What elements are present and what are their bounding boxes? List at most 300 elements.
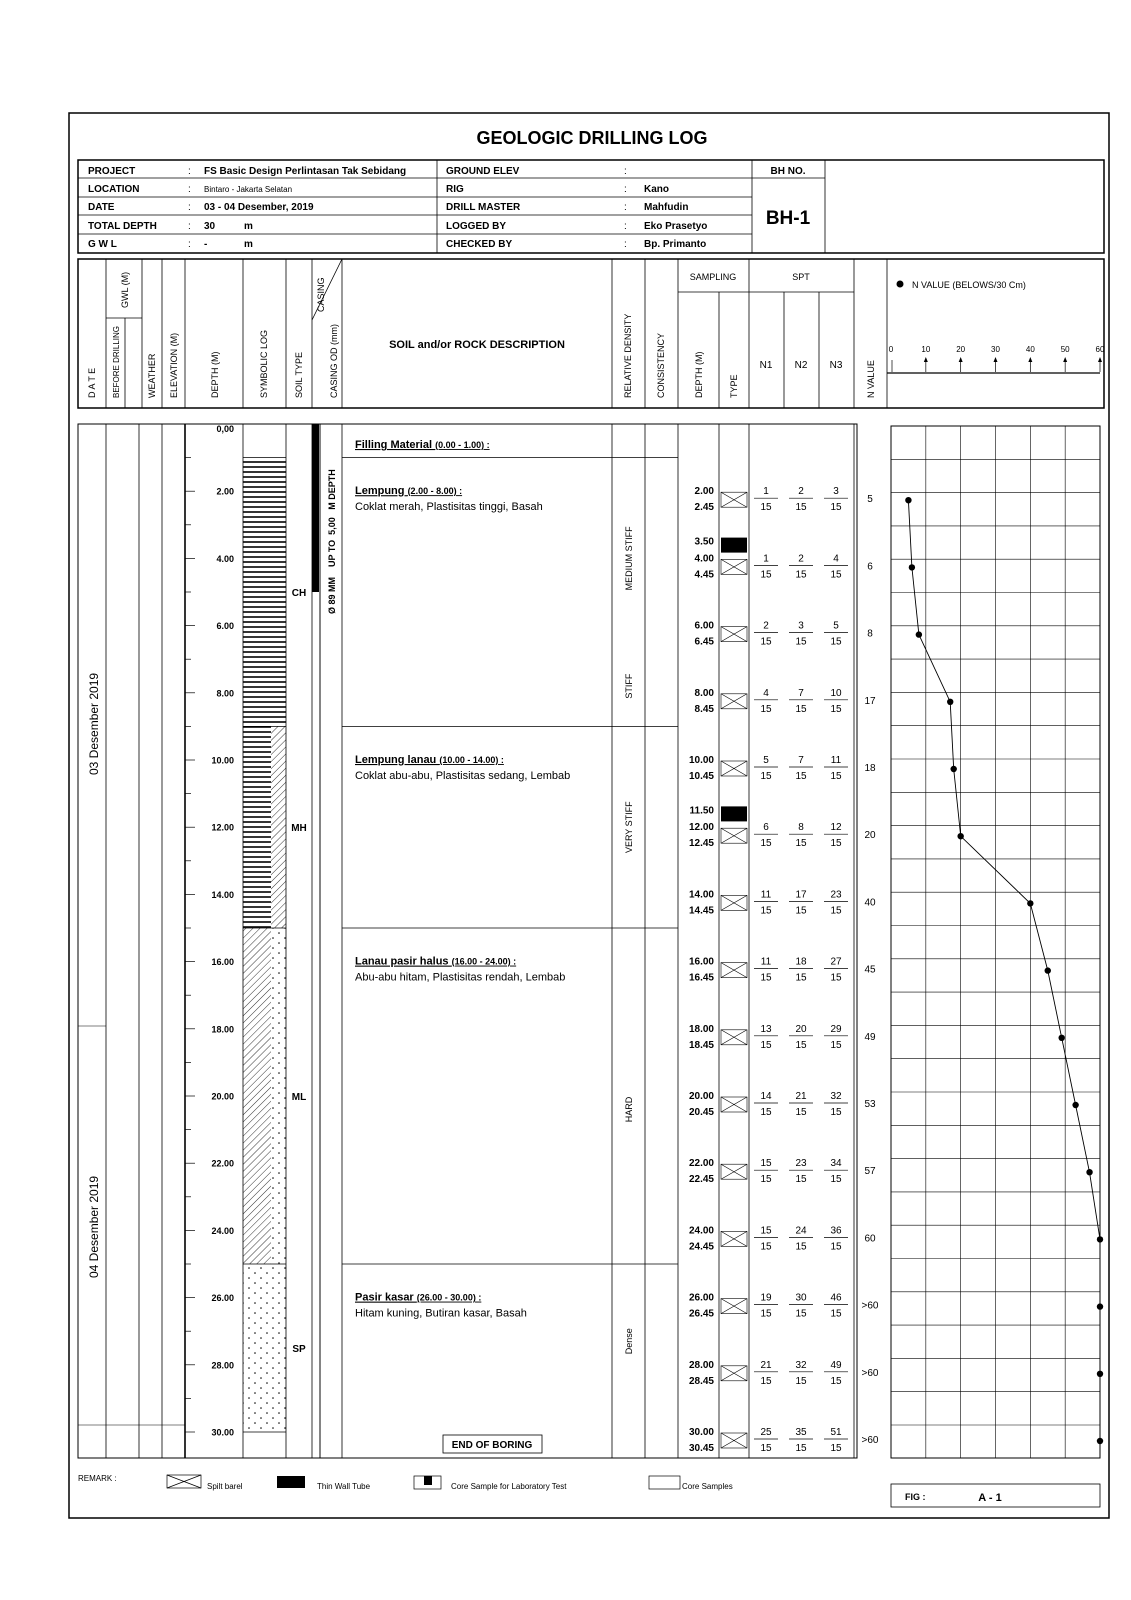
spt-n1-blows: 4 (763, 687, 769, 699)
ground-elev-colon: : (624, 166, 627, 177)
sample-depth-top: 28.00 (688, 1359, 714, 1371)
layer-title: Filling Material (0.00 - 1.00) : (355, 439, 490, 451)
n-value-point (916, 631, 922, 637)
spt-n2-blows: 7 (798, 755, 804, 766)
col-symbolic-log: SYMBOLIC LOG (259, 329, 269, 398)
n-value-point (1097, 1236, 1103, 1242)
col-casing-od: CASING OD (mm) (329, 324, 339, 398)
casing-note: Ø 89 MM UP TO 5,00 M DEPTH (327, 469, 337, 614)
n-value-point (957, 833, 963, 839)
spt-n1-blows: 1 (763, 553, 769, 565)
header-info-block (78, 160, 1104, 253)
spt-n3-interval: 15 (830, 771, 842, 782)
legend-core-samples: Core Samples (682, 1482, 733, 1491)
layer-title: Lanau pasir halus (16.00 - 24.00) : (355, 955, 517, 968)
split-barrel-sample-icon (721, 627, 747, 642)
spt-n3-interval: 15 (830, 1241, 842, 1253)
depth-label: 0,00 (216, 424, 234, 434)
sample-depth-top: 30.00 (688, 1427, 714, 1438)
drill-master-colon: : (624, 202, 627, 213)
split-barrel-sample-icon (721, 694, 747, 709)
spt-n3-blows: 10 (830, 687, 842, 699)
spt-n1-blows: 2 (763, 620, 769, 632)
spt-n1-blows: 5 (763, 755, 769, 766)
col-n3: N3 (829, 360, 843, 371)
thin-wall-sample-icon (721, 806, 747, 821)
spt-n1-interval: 15 (760, 972, 772, 984)
sample-depth-top: 20.00 (688, 1091, 714, 1102)
spt-n2-blows: 7 (798, 687, 804, 699)
chart-grid (891, 426, 1100, 1458)
spt-n3-blows: 27 (830, 956, 842, 968)
split-barrel-sample-icon (721, 963, 747, 978)
col-n-value: N VALUE (866, 360, 876, 398)
symbol-fill (243, 458, 286, 727)
depth-label: 24.00 (211, 1225, 234, 1236)
n-value: >60 (861, 1435, 879, 1446)
col-casing: CASING (316, 277, 326, 312)
n-value: 8 (867, 628, 873, 640)
depth-label: 8.00 (216, 688, 234, 699)
n-value-point (1086, 1169, 1092, 1175)
spt-n3-blows: 3 (833, 486, 839, 498)
split-barrel-sample-icon (721, 559, 747, 574)
spt-n3-interval: 15 (830, 1443, 842, 1454)
spt-n3-blows: 51 (830, 1427, 842, 1438)
depth-label: 10.00 (211, 755, 234, 766)
col-n2: N2 (794, 360, 808, 371)
thin-wall-depth: 3.50 (694, 536, 714, 548)
spt-n3-blows: 4 (833, 553, 839, 565)
header-left-fields (88, 166, 406, 250)
n-value-point (1097, 1438, 1103, 1444)
spt-n1-blows: 13 (760, 1023, 772, 1035)
symbol-fill (243, 1264, 286, 1432)
soil-type-code: ML (291, 1092, 307, 1103)
bh-no-label: BH NO. (770, 166, 806, 177)
sample-depth-bottom: 20.45 (688, 1107, 714, 1118)
spt-n1-interval: 15 (760, 1039, 772, 1051)
soil-type-code: CH (291, 588, 307, 599)
chart-x-tick-label: 30 (991, 345, 1000, 354)
split-barrel-sample-icon (721, 1433, 747, 1448)
col-before-drilling: BEFORE DRILLING (112, 325, 121, 398)
chart-x-tick-label: 50 (1060, 345, 1070, 354)
sample-depth-top: 2.00 (694, 486, 714, 498)
date-label: DATE (88, 202, 115, 213)
location-value: Bintaro - Jakarta Selatan (204, 185, 293, 194)
spt-n3-blows: 49 (830, 1359, 842, 1371)
spt-n1-interval: 15 (760, 703, 772, 715)
rig-value: Kano (644, 184, 669, 195)
spt-n3-interval: 15 (830, 1375, 842, 1387)
col-sample-depth: DEPTH (M) (694, 351, 704, 398)
chart-x-tick-label: 10 (921, 345, 931, 354)
spt-n1-interval: 15 (760, 1174, 772, 1186)
col-consistency: CONSISTENCY (656, 332, 666, 398)
spt-n2-interval: 15 (795, 1375, 807, 1387)
soil-type-code: MH (291, 823, 307, 835)
n-value-point (1097, 1371, 1103, 1377)
spt-n2-blows: 32 (795, 1359, 807, 1371)
rig-colon: : (624, 184, 627, 195)
spt-n2-blows: 3 (798, 620, 804, 632)
sample-depth-top: 22.00 (688, 1158, 714, 1170)
spt-n3-interval: 15 (830, 1107, 842, 1118)
legend-core-sample-lab: Core Sample for Laboratory Test (451, 1482, 567, 1491)
layer-description: Coklat merah, Plastisitas tinggi, Basah (355, 501, 543, 514)
core-sample-lab-symbol (414, 1476, 441, 1489)
split-barrel-sample-icon (721, 1030, 747, 1045)
split-barrel-sample-icon (721, 761, 747, 776)
spt-n2-interval: 15 (795, 1107, 807, 1118)
chart-x-tick-label: 60 (1095, 345, 1105, 354)
sample-depth-top: 12.00 (688, 822, 714, 834)
n-value: 53 (864, 1099, 876, 1110)
spt-n2-interval: 15 (795, 569, 807, 581)
n-value: 18 (864, 763, 876, 774)
sample-depth-top: 26.00 (688, 1292, 714, 1304)
depth-label: 14.00 (211, 889, 234, 900)
chart-x-tick-arrowhead (1028, 357, 1032, 362)
gwl-unit: m (244, 239, 253, 250)
spt-n1-interval: 15 (760, 1107, 772, 1118)
split-barrel-sample-icon (721, 1299, 747, 1314)
date-colon: : (188, 202, 191, 213)
n-value: 5 (867, 494, 873, 506)
chart-x-tick-arrowhead (1063, 357, 1067, 362)
spt-n1-blows: 19 (760, 1292, 772, 1304)
symbol-fill (271, 928, 286, 1264)
sample-depth-bottom: 30.45 (688, 1443, 714, 1454)
n-value: >60 (861, 1300, 879, 1312)
figure-box (891, 1484, 1100, 1507)
spt-n2-blows: 2 (798, 553, 804, 565)
spt-n1-interval: 15 (760, 838, 772, 850)
gwl-label: G W L (88, 239, 117, 250)
spt-n3-blows: 11 (830, 755, 842, 766)
chart-x-tick-arrowhead (959, 357, 963, 362)
spt-n1-blows: 25 (760, 1427, 772, 1438)
sample-depth-top: 10.00 (688, 755, 714, 766)
symbol-fill (243, 424, 286, 458)
spt-n1-interval: 15 (760, 502, 772, 514)
spt-n3-blows: 46 (830, 1292, 842, 1304)
chart-x-tick-label: 20 (956, 345, 966, 354)
col-description: SOIL and/or ROCK DESCRIPTION (389, 339, 565, 351)
fig-value: A - 1 (978, 1492, 1002, 1504)
symbol-fill (243, 928, 271, 1264)
sample-depth-top: 8.00 (694, 687, 714, 699)
n-value-point (1097, 1303, 1103, 1309)
sample-depth-top: 14.00 (688, 889, 714, 901)
page-title: GEOLOGIC DRILLING LOG (476, 128, 708, 148)
spt-n3-blows: 23 (830, 889, 842, 901)
legend-thin-wall-tube: Thin Wall Tube (317, 1482, 371, 1491)
col-gwl: GWL (M) (120, 271, 130, 308)
n-value-point (909, 564, 915, 570)
chart-x-tick-arrowhead (994, 357, 998, 362)
col-relative-density: RELATIVE DENSITY (623, 313, 633, 398)
layer-title: Pasir kasar (26.00 - 30.00) : (355, 1291, 482, 1304)
spt-n3-interval: 15 (830, 703, 842, 715)
spt-n3-interval: 15 (830, 1039, 842, 1051)
depth-label: 2.00 (216, 486, 234, 497)
soil-type-column (291, 588, 307, 1355)
spt-n2-interval: 15 (795, 636, 807, 648)
spt-n3-blows: 34 (830, 1158, 842, 1170)
spt-sample-rows (689, 486, 879, 1454)
consistency-label: STIFF (624, 673, 634, 699)
n-value: 6 (867, 561, 873, 573)
split-barrel-sample-icon (721, 1231, 747, 1246)
sample-depth-bottom: 6.45 (694, 636, 714, 648)
spt-n3-interval: 15 (830, 636, 842, 648)
symbol-fill (243, 726, 271, 928)
thin-wall-depth: 11.50 (689, 805, 714, 817)
location-label: LOCATION (88, 184, 140, 195)
spt-n3-interval: 15 (830, 838, 842, 850)
sample-depth-bottom: 18.45 (688, 1039, 714, 1051)
n-value-point (947, 699, 953, 705)
col-elevation: ELEVATION (M) (169, 332, 179, 398)
depth-label: 18.00 (211, 1024, 234, 1035)
depth-label: 28.00 (211, 1360, 234, 1371)
header-right-fields (446, 166, 707, 250)
remark-legend (78, 1474, 733, 1491)
spt-n2-blows: 21 (795, 1091, 807, 1102)
spt-n1-interval: 15 (760, 1308, 772, 1320)
split-barrel-sample-icon (721, 1164, 747, 1179)
layer-description: Hitam kuning, Butiran kasar, Basah (355, 1307, 527, 1320)
depth-label: 20.00 (211, 1091, 234, 1102)
consistency-label: HARD (624, 1096, 634, 1123)
chart-legend-label: N VALUE (BELOWS/30 Cm) (912, 280, 1026, 290)
spt-n2-interval: 15 (795, 905, 807, 917)
n-value: >60 (861, 1367, 879, 1379)
depth-label: 6.00 (216, 621, 234, 632)
spt-n1-blows: 15 (760, 1225, 772, 1237)
column-header-block (78, 259, 1105, 408)
fig-label: FIG : (905, 1492, 926, 1502)
col-soil-type: SOIL TYPE (294, 351, 304, 398)
col-type: TYPE (729, 374, 739, 398)
n-value: 57 (864, 1166, 876, 1178)
spt-n1-blows: 21 (760, 1359, 772, 1371)
project-colon: : (188, 166, 191, 177)
depth-label: 22.00 (211, 1158, 234, 1169)
depth-axis (185, 424, 234, 1438)
sample-depth-bottom: 10.45 (688, 771, 714, 782)
core-samples-symbol (649, 1476, 680, 1489)
layer-description: Abu-abu hitam, Plastisitas rendah, Lembab (355, 971, 566, 984)
depth-label: 12.00 (211, 822, 234, 833)
spt-n3-blows: 36 (830, 1225, 842, 1237)
n-value-point (905, 497, 911, 503)
spt-n3-blows: 29 (830, 1023, 842, 1035)
spt-n1-interval: 15 (760, 569, 772, 581)
spt-n2-blows: 8 (798, 822, 804, 834)
symbol-fill (271, 726, 286, 928)
rig-label: RIG (446, 184, 464, 195)
spt-n2-blows: 24 (795, 1225, 807, 1237)
chart-x-tick-label: 40 (1025, 345, 1035, 354)
sample-depth-bottom: 16.45 (688, 972, 714, 984)
spt-n2-interval: 15 (795, 972, 807, 984)
spt-n2-interval: 15 (795, 1174, 807, 1186)
spt-n1-interval: 15 (760, 771, 772, 782)
n-value-chart (891, 426, 1103, 1458)
spt-n3-interval: 15 (830, 1174, 842, 1186)
depth-label: 30.00 (211, 1427, 234, 1438)
split-barrel-sample-icon (721, 1366, 747, 1381)
project-label: PROJECT (88, 166, 136, 177)
n-value-series-line (908, 500, 1100, 1441)
sample-depth-bottom: 26.45 (688, 1308, 714, 1320)
spt-n1-blows: 14 (760, 1091, 772, 1102)
spt-n2-blows: 35 (795, 1427, 807, 1438)
total-depth-unit: m (244, 221, 253, 232)
split-barrel-sample-icon (721, 895, 747, 910)
chart-x-tick-arrowhead (924, 357, 928, 362)
chart-x-axis (889, 345, 1105, 372)
spt-n3-blows: 5 (833, 620, 839, 632)
sample-depth-top: 18.00 (688, 1023, 714, 1035)
n-value: 49 (864, 1031, 876, 1043)
spt-n1-interval: 15 (760, 1443, 772, 1454)
spt-n2-interval: 15 (795, 1308, 807, 1320)
spt-n2-blows: 2 (798, 486, 804, 498)
split-barrel-sample-icon (721, 828, 747, 843)
n-value: 60 (864, 1233, 876, 1245)
remark-label: REMARK : (78, 1474, 117, 1483)
col-weather: WEATHER (147, 353, 157, 398)
split-barrel-sample-icon (721, 492, 747, 507)
chart-legend-marker (897, 281, 904, 288)
col-n1: N1 (759, 360, 773, 371)
spt-n2-interval: 15 (795, 1241, 807, 1253)
spt-n2-blows: 17 (795, 889, 807, 901)
gwl-value: - (204, 239, 208, 250)
depth-label: 26.00 (211, 1293, 234, 1304)
thin-wall-tube-symbol (277, 1476, 305, 1488)
col-sampling: SAMPLING (689, 272, 737, 282)
spt-n3-interval: 15 (830, 502, 842, 514)
col-date: D A T E (87, 367, 97, 398)
sample-depth-bottom: 28.45 (688, 1375, 714, 1387)
drill-master-value: Mahfudin (644, 202, 689, 213)
layer-title: Lempung lanau (10.00 - 14.00) : (355, 754, 504, 766)
spt-n2-blows: 30 (795, 1292, 807, 1304)
depth-label: 16.00 (211, 957, 234, 968)
n-value: 17 (864, 695, 876, 707)
consistency-label: VERY STIFF (624, 801, 634, 854)
chart-x-tick-label: 0 (888, 345, 894, 354)
spt-n3-blows: 32 (830, 1091, 842, 1102)
checked-by-colon: : (624, 239, 627, 250)
soil-type-code: SP (292, 1344, 306, 1355)
spt-n1-blows: 1 (763, 486, 769, 498)
spt-n1-interval: 15 (760, 1375, 772, 1387)
spt-n1-blows: 11 (760, 889, 772, 901)
checked-by-value: Bp. Primanto (644, 239, 707, 250)
layer-description: Coklat abu-abu, Plastisitas sedang, Lembab (355, 770, 571, 782)
legend-split-barrel: Spilt barel (207, 1482, 243, 1491)
outer-frame (69, 113, 1109, 1518)
logged-by-value: Eko Prasetyo (644, 221, 708, 232)
split-barrel-sample-icon (721, 1097, 747, 1112)
sample-depth-bottom: 22.45 (688, 1174, 714, 1186)
logged-by-label: LOGGED BY (446, 221, 507, 232)
spt-n3-interval: 15 (830, 972, 842, 984)
gwl-colon: : (188, 239, 191, 250)
spt-n2-interval: 15 (795, 771, 807, 782)
spt-n2-blows: 20 (795, 1023, 807, 1035)
spt-n3-interval: 15 (830, 569, 842, 581)
log-body (78, 424, 879, 1458)
sample-depth-bottom: 12.45 (688, 838, 714, 850)
consistency-label: MEDIUM STIFF (624, 526, 634, 591)
n-value-point (1058, 1035, 1064, 1041)
n-value-point (1045, 967, 1051, 973)
spt-n2-interval: 15 (795, 1443, 807, 1454)
total-depth-value: 30 (204, 221, 216, 232)
spt-n2-blows: 23 (795, 1158, 807, 1170)
sample-depth-top: 6.00 (694, 620, 714, 632)
spt-n1-blows: 15 (760, 1158, 772, 1170)
col-spt: SPT (792, 272, 810, 282)
sample-depth-bottom: 4.45 (694, 569, 714, 581)
project-value: FS Basic Design Perlintasan Tak Sebidang (204, 166, 407, 177)
location-colon: : (188, 184, 191, 195)
sample-depth-bottom: 2.45 (694, 502, 714, 514)
sample-depth-top: 16.00 (688, 956, 714, 968)
layer-title: Lempung (2.00 - 8.00) : (355, 485, 463, 498)
sample-depth-bottom: 24.45 (688, 1241, 714, 1253)
n-value-point (1072, 1102, 1078, 1108)
casing-bar (312, 424, 319, 592)
checked-by-label: CHECKED BY (446, 239, 513, 250)
sample-depth-top: 24.00 (688, 1225, 714, 1237)
date-value: 03 - 04 Desember, 2019 (204, 202, 314, 213)
depth-label: 4.00 (216, 553, 234, 564)
sample-depth-top: 4.00 (694, 553, 714, 565)
sample-depth-bottom: 14.45 (688, 905, 714, 917)
thin-wall-sample-icon (721, 538, 747, 553)
spt-n2-interval: 15 (795, 502, 807, 514)
spt-n1-blows: 6 (763, 822, 769, 834)
sample-depth-bottom: 8.45 (694, 703, 714, 715)
end-of-boring: END OF BORING (451, 1440, 533, 1451)
spt-n2-blows: 18 (795, 956, 807, 968)
spt-n1-interval: 15 (760, 905, 772, 917)
n-value: 45 (864, 964, 876, 976)
spt-n1-interval: 15 (760, 636, 772, 648)
spt-n1-blows: 11 (760, 956, 772, 968)
n-value: 40 (864, 897, 876, 909)
col-depth: DEPTH (M) (210, 351, 220, 398)
drill-master-label: DRILL MASTER (446, 202, 521, 213)
split-barrel-symbol (167, 1475, 201, 1488)
consistency-label: Dense (624, 1328, 634, 1355)
logged-by-colon: : (624, 221, 627, 232)
symbolic-log-column (243, 424, 286, 1432)
spt-n3-interval: 15 (830, 905, 842, 917)
spt-n3-interval: 15 (830, 1308, 842, 1320)
n-value-point (1027, 900, 1033, 906)
date-2: 04 Desember 2019 (87, 1175, 101, 1278)
spt-n2-interval: 15 (795, 1039, 807, 1051)
